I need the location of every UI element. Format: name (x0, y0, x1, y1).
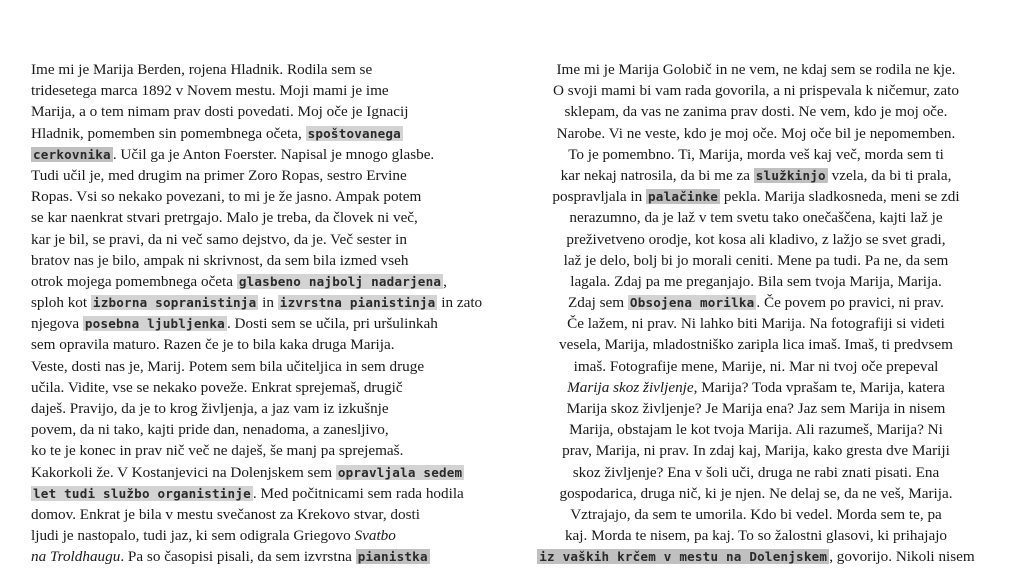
text-run: , (443, 272, 447, 290)
text-line (520, 165, 992, 186)
text-run: se kar naenkrat stvari pretrgajo. Malo je treba, da človek ni več, (31, 209, 418, 227)
text-run: povem, da ni tako, kajti pride dan, nenadoma, a zanesljivo, (31, 421, 389, 439)
text-run: kaj. Morda te nisem, pa kaj. To so žalostni glasovi, ki prihajajo (564, 527, 948, 545)
highlighted-phrase: palačinke (648, 189, 719, 205)
text-run: O svoji mami bi vam rada govorila, a ni prispevala k ničemur, zato (553, 82, 959, 100)
text-run: ko te je konec in prav nič več ne daješ, še manj pa sprejemaš. (31, 442, 404, 460)
text-run: otrok mojega pomembnega očeta (31, 272, 237, 290)
text-line (31, 229, 501, 250)
text-run: imaš. Fotografije mene, Marije, ni. Mar ni tvoj oče prepeval (573, 357, 939, 375)
italic-title: Marija skoz življenje (567, 378, 694, 396)
highlighted-phrase: glasbeno najbolj nadarjena (238, 273, 442, 289)
highlighted-phrase: opravljala sedem (337, 464, 463, 480)
highlighted-phrase: izvrstna pianistinja (279, 295, 436, 311)
text-line (520, 80, 992, 101)
highlighted-phrase: let tudi službo organistinje (33, 485, 251, 501)
text-line (520, 292, 992, 313)
text-line (31, 504, 501, 525)
text-run: prav, Marija, ni prav. In zdaj kaj, Marija, kako gresta dve Mariji (562, 442, 950, 460)
text-line (31, 123, 501, 144)
text-line (520, 398, 992, 419)
text-line (520, 271, 992, 292)
text-run: nerazumno, da je laž v tem svetu tako onečaščena, kajti laž je (569, 209, 943, 227)
text-run: bratov nas je bilo, ampak ni skrivnost, da sem bila izmed vseh (31, 251, 409, 269)
text-run: , govorijo. Nikoli nisem (829, 548, 975, 566)
text-run: in zato (437, 294, 483, 312)
highlighted-phrase: izborna sopranistinja (92, 295, 257, 311)
text-run: kar je bil, se pravi, da ni več samo dejstvo, da je. Več sester in (31, 230, 407, 248)
text-run: tridesetega marca 1892 v Novem mestu. Moji mami je ime (31, 82, 389, 100)
text-run: Ime mi je Marija Golobič in ne vem, ne kdaj sem se rodila ne kje. (556, 61, 956, 78)
text-line (31, 356, 501, 377)
text-line (31, 80, 501, 101)
text-run: To je pomembno. Ti, Marija, morda veš kaj več, morda sem ti (568, 145, 944, 163)
text-run: vzela, da bi ti prala, (827, 166, 952, 184)
text-line (31, 292, 501, 313)
text-line (520, 504, 992, 525)
text-run: Veste, dosti nas je, Marij. Potem sem bila učiteljica in sem druge (31, 357, 425, 375)
text-run: Hladnik, pomemben sin pomembnega očeta, (31, 124, 306, 142)
text-line (31, 419, 501, 440)
text-line (31, 313, 501, 334)
text-line (31, 398, 501, 419)
text-line (520, 250, 992, 271)
highlighted-phrase: iz vaških krčem v mestu na Dolenjskem (539, 549, 828, 565)
text-run: in (258, 294, 278, 312)
text-line (31, 462, 501, 483)
text-run: sem opravila maturo. Razen če je to bila kaka druga Marija. (31, 336, 395, 354)
text-line (31, 59, 501, 80)
text-run: preživetveno orodje, kot kosa ali kladivo, z lažjo se svet gradi, (566, 230, 946, 248)
highlighted-phrase: cerkovnika (33, 146, 111, 162)
italic-title: Svatbo (354, 527, 396, 545)
text-line (520, 59, 992, 80)
text-line (31, 440, 501, 461)
italic-title: na Troldhaugu (31, 548, 121, 566)
text-line (520, 356, 992, 377)
text-line (520, 144, 992, 165)
text-run: ljudi je nastopalo, tudi jaz, ki sem odigrala Griegovo (31, 527, 355, 545)
text-line (31, 250, 501, 271)
text-line (31, 483, 501, 504)
text-run: skoz življenje? Ena v šoli uči, druga ne rabi znati pisati. Ena (572, 463, 940, 481)
text-line (520, 546, 992, 567)
text-line (520, 229, 992, 250)
text-line (31, 165, 501, 186)
highlighted-phrase: Obsojena morilka (629, 295, 755, 311)
text-run: Narobe. Vi ne veste, kdo je moj oče. Moj oče bil je nepomemben. (556, 124, 956, 142)
text-line (520, 123, 992, 144)
left-column-text (31, 59, 501, 568)
text-line (520, 462, 992, 483)
text-line (31, 144, 501, 165)
text-run: njegova (31, 315, 83, 333)
highlighted-phrase: služkinjo (755, 167, 826, 183)
text-run: Če lažem, ni prav. Ni lahko biti Marija. Na fotografiji si videti (567, 315, 945, 333)
text-run: Kakorkoli že. V Kostanjevici na Dolenjskem sem (31, 463, 336, 481)
text-run: . Pa so časopisi pisali, da sem izvrstna (120, 548, 356, 566)
text-run: kar nekaj natrosila, da bi me za (560, 166, 754, 184)
text-line (520, 207, 992, 228)
text-line (520, 525, 992, 546)
text-run: Ropas. Vsi so nekako povezani, to mi je že jasno. Ampak potem (31, 188, 422, 206)
text-line (31, 377, 501, 398)
text-run: . Če povem po pravici, ni prav. (756, 294, 944, 312)
text-run: Marija, a o tem nimam prav dosti povedati. Moj oče je Ignacij (31, 103, 409, 121)
text-line (520, 334, 992, 355)
text-run: . Učil ga je Anton Foerster. Napisal je mnogo glasbe. (112, 145, 435, 163)
highlighted-phrase: posebna ljubljenka (84, 316, 225, 332)
text-run: sklepam, da vas ne zanima prav dosti. Ne vem, kdo je moj oče. (564, 103, 948, 121)
text-line (520, 313, 992, 334)
text-line (31, 207, 501, 228)
text-run: laž je delo, bolj bi jo morali ceniti. Mene pa tudi. Pa ne, da sem (563, 251, 949, 269)
text-run: , Marija? Toda vprašam te, Marija, katera (693, 378, 945, 396)
text-run: Marija, obstajam le kot tvoja Marija. Ali razumeš, Marija? Ni (569, 421, 943, 439)
text-line (31, 525, 501, 546)
right-column-text (520, 59, 992, 568)
text-run: Ime mi je Marija Berden, rojena Hladnik. Rodila sem se (31, 61, 373, 78)
text-run: učila. Vidite, vse se nekako poveže. Enkrat sprejemaš, drugič (31, 378, 403, 396)
text-line (520, 440, 992, 461)
text-line (31, 186, 501, 207)
text-line (31, 334, 501, 355)
text-line (520, 186, 992, 207)
text-run: daješ. Pravijo, da je to krog življenja, a jaz vam iz izkušnje (31, 400, 389, 417)
text-run: . Dosti sem se učila, pri uršulinkah (226, 315, 438, 333)
text-line (31, 546, 501, 567)
text-line (520, 419, 992, 440)
text-line (520, 101, 992, 122)
text-run: sploh kot (31, 294, 91, 312)
text-line (520, 377, 992, 398)
text-line (520, 483, 992, 504)
text-run: Marija skoz življenje? Je Marija ena? Jaz sem Marija in nisem (566, 400, 946, 417)
text-run: lagala. Zdaj pa me preganjajo. Bila sem tvoja Marija, Marija. (570, 272, 942, 290)
text-run: Tudi učil je, med drugim na primer Zoro Ropas, sestro Ervine (31, 166, 407, 184)
text-run: pospravljala in (552, 188, 647, 206)
text-line (31, 271, 501, 292)
text-run: . Med počitnicami sem rada hodila (252, 484, 464, 502)
text-run: gospodarica, druga nič, ki je njen. Ne delaj se, da ne veš, Marija. (559, 484, 953, 502)
highlighted-phrase: spoštovanega (307, 125, 401, 141)
text-run: Vztrajajo, da sem te umorila. Kdo bi vedel. Morda sem te, pa (570, 505, 942, 523)
text-run: vesela, Marija, mladostniško zaripla lica imaš. Imaš, ti predvsem (559, 336, 953, 354)
highlighted-phrase: pianistka (357, 549, 428, 565)
text-run: pekla. Marija sladkosneda, meni se zdi (720, 188, 960, 206)
text-run: domov. Enkrat je bila v mestu svečanost za Krekovo stvar, dosti (31, 505, 420, 523)
text-line (31, 101, 501, 122)
text-run: Zdaj sem (568, 294, 628, 312)
